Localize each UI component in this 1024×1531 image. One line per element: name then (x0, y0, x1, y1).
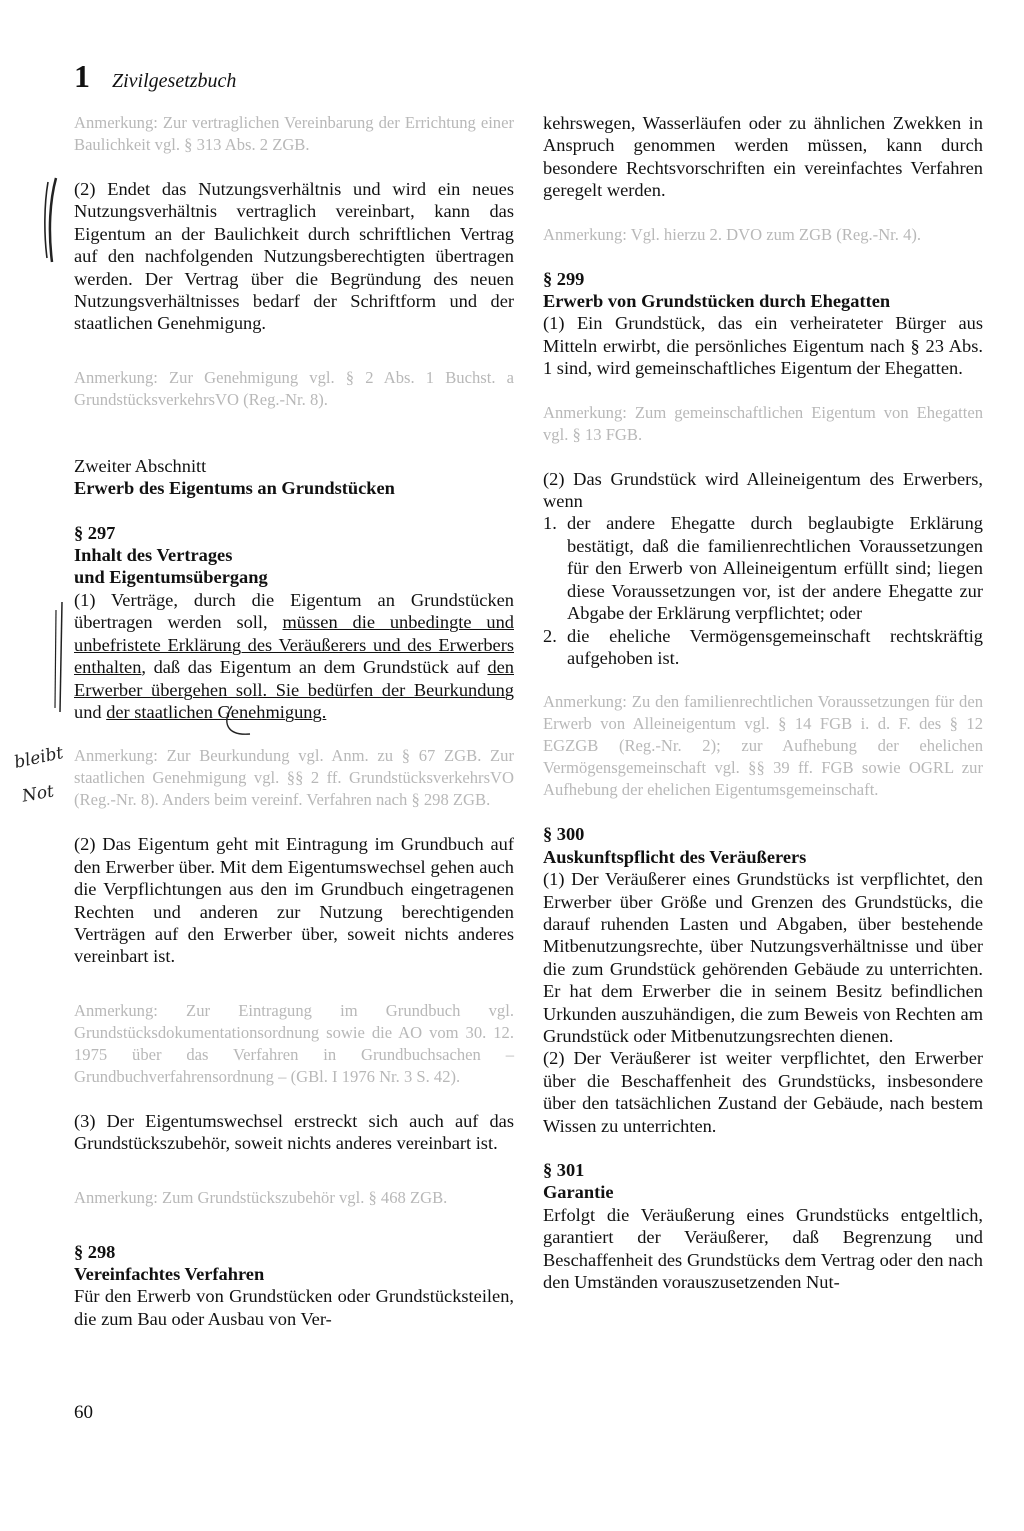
paragraph-title: und Eigentumsübergang (74, 567, 268, 588)
margin-bracket-mark (55, 610, 56, 708)
list-item (543, 512, 983, 624)
paragraph: (1) Der Veräußerer eines Grundstücks ist verpflichtet, den Erwerber über Größe und Grenzen des Grundstücks, die darauf ruhenden Lasten und Abgaben, über bestehende Mitbenutzungsrechte, über Nutzungsverhältnisse und über die zum Grundstück gehörenden Gebäude zu unterrichten. Er hat dem Erwerber die in seinem Besitz befindlichen Urkunden auszuhändigen, die zum Beweis von Rechten am Grundstück oder Mitbenutzungsrechten dienen. (543, 869, 983, 1046)
paragraph: (2) Das Grundstück wird Alleineigentum des Erwerbers, wenn (543, 468, 983, 512)
margin-bracket-mark (45, 182, 48, 258)
annotation-note: Anmerkung: Zur vertraglichen Vereinbarung der Errichtung einer Baulichkeit vgl. § 313 Abs. 2 ZGB. (74, 113, 514, 154)
annotation-note: Anmerkung: Zur Eintragung im Grundbuch vgl. Grundstücksdokumentationsordnung sowie die AO vom 30. 12. 1975 über das Verfahren in Grundbuchsachen – Grundbuchverfahrensordnung – (GBl. I 1976 Nr. 3 S. 42). (74, 1000, 514, 1086)
annotation-note: Anmerkung: Zu den familienrechtlichen Voraussetzungen für den Erwerb von Alleineigentum vgl. § 14 FGB i. d. F. des § 12 EGZGB (Reg.-Nr. 2); zur Aufhebung der ehelichen Vermögensgemeinschaft vgl. §§ 39 ff. FGB sowie OGRL zur Aufhebung der ehelichen Eigentumsgemeinschaft. (543, 692, 983, 800)
paragraph: (2) Der Veräußerer ist weiter verpflichtet, den Erwerber über die Beschaffenheit des Grundstücks, insbesondere über den tatsächlichen Zustand der Gebäude, nach bestem Wissen zu unterrichten. (543, 1048, 983, 1136)
annotation-note: Anmerkung: Zur Genehmigung vgl. § 2 Abs. 1 Buchst. a GrundstücksverkehrsVO (Reg.-Nr. 8). (74, 367, 514, 409)
running-title: Zivilgesetzbuch (112, 70, 237, 92)
annotation-note: Anmerkung: Zum Grundstückszubehör vgl. § 468 ZGB. (74, 1187, 448, 1207)
paragraph: (3) Der Eigentumswechsel erstreckt sich auch auf das Grundstückszubehör, soweit nichts anderes vereinbart ist. (74, 1110, 514, 1154)
underlined-text: den Erwerber übergehen soll. Sie bedürfen der Beurkundung (74, 657, 514, 700)
paragraph-title: Inhalt des Vertrages (74, 545, 233, 566)
text-run: (1) Verträge, durch die Eigentum an Grundstücken übertragen werden soll, (74, 589, 514, 633)
list-item-number: 2. (543, 625, 557, 646)
text-run: , daß das Eigentum an dem Grundstück auf (141, 657, 488, 678)
underlined-text: müssen die unbedingte und unbefristete Erklärung des Veräußerers und des Erwerbers enthalten (74, 612, 514, 678)
paragraph: (2) Das Eigentum geht mit Eintragung im Grundbuch auf den Erwerber über. Mit dem Eigentumswechsel gehen auch die Verpflichtungen aus den im Grundbuch eingetragenen Rechten und anderen zur Nutzung berechtigenden Verträgen auf den Erwerber über, soweit nichts anderes vereinbart ist. (74, 834, 514, 967)
annotation-note: Anmerkung: Zur Beurkundung vgl. Anm. zu § 67 ZGB. Zur staatlichen Genehmigung vgl. §§ 2 ff. GrundstücksverkehrsVO (Reg.-Nr. 8). Anders beim vereinf. Verfahren nach § 298 ZGB. (74, 746, 514, 810)
paragraph-number: § 301 (543, 1160, 585, 1180)
page-header (74, 58, 236, 95)
paragraph: (2) Endet das Nutzungsverhältnis und wird ein neues Nutzungsverhältnis vertraglich vereinbart, kann das Eigentum an der Baulichkeit durch schriftlichen Vertrag auf den nachfolgenden Nutzungsberechtigten übertragen werden. Der Vertrag über die Begründung des neuen Nutzungsverhältnisses bedarf der Schriftform und der staatlichen Genehmigung. (74, 179, 514, 334)
paragraph: kehrswegen, Wasserläufen oder zu ähnlichen Zwekken in Anspruch genommen werden müssen, kann durch besondere Rechtsvorschriften ein vereinfachtes Verfahren geregelt werden. (543, 113, 983, 201)
list-item-text: die eheliche Vermögensgemeinschaft rechtskräftig aufgehoben ist. (567, 625, 983, 668)
paragraph (74, 589, 514, 723)
text-run: und (74, 701, 107, 722)
list-item (543, 625, 983, 670)
page-number: 60 (74, 1402, 93, 1423)
margin-bracket-mark (50, 178, 56, 262)
list-item-number: 1. (543, 513, 557, 534)
handwritten-note: bleibt (12, 743, 66, 773)
annotation-note: Anmerkung: Zum gemeinschaftlichen Eigentum von Ehegatten vgl. § 13 FGB. (543, 402, 983, 444)
paragraph-number: § 297 (74, 522, 116, 543)
section-label: Zweiter Abschnitt (74, 455, 207, 476)
underlined-text: der staatlichen Genehmigung. (106, 701, 327, 722)
paragraph-title: Garantie (543, 1182, 614, 1203)
handwritten-note: Not (20, 781, 56, 807)
paragraph-number: § 300 (543, 824, 585, 845)
paragraph: Für den Erwerb von Grundstücken oder Grundstücksteilen, die zum Bau oder Ausbau von Ver- (74, 1286, 514, 1329)
list-item-text: der andere Ehegatte durch beglaubigte Erklärung bestätigt, daß die familienrechtlichen Voraussetzungen für den Erwerb von Alleineigentum erfüllt sind; liegen diese Voraussetzungen vor, ist der andere Ehegatte zur Abgabe der Erklärung verpflichtet; oder (567, 513, 983, 624)
paragraph-title: Erwerb von Grundstücken durch Ehegatten (543, 291, 891, 312)
paragraph-title: Auskunftspflicht des Veräußerers (543, 846, 807, 867)
section-title: Erwerb des Eigentums an Grundstücken (74, 478, 395, 499)
paragraph-number: § 299 (543, 268, 585, 289)
annotation-note: Anmerkung: Vgl. hierzu 2. DVO zum ZGB (Reg.-Nr. 4). (543, 224, 922, 244)
paragraph: Erfolgt die Veräußerung eines Grundstücks entgeltlich, garantiert der Veräußerer, daß Begrenzung und Beschaffenheit des Grundstücks dem Vertrag oder den nach den Umständen vorauszusetzenden Nut- (543, 1204, 983, 1293)
margin-bracket-mark (60, 602, 62, 712)
right-column (543, 112, 983, 1293)
paragraph: (1) Ein Grundstück, das ein verheirateter Bürger aus Mitteln erwirbt, die persönliches Eigentum nach § 23 Abs. 1 sind, wird gemeinschaftliches Eigentum der Ehegatten. (543, 313, 983, 379)
chapter-number: 1 (74, 58, 90, 94)
paragraph-number: § 298 (74, 1241, 116, 1262)
left-column (74, 112, 514, 1330)
paragraph-title: Vereinfachtes Verfahren (74, 1263, 265, 1284)
enumerated-list (543, 512, 983, 669)
